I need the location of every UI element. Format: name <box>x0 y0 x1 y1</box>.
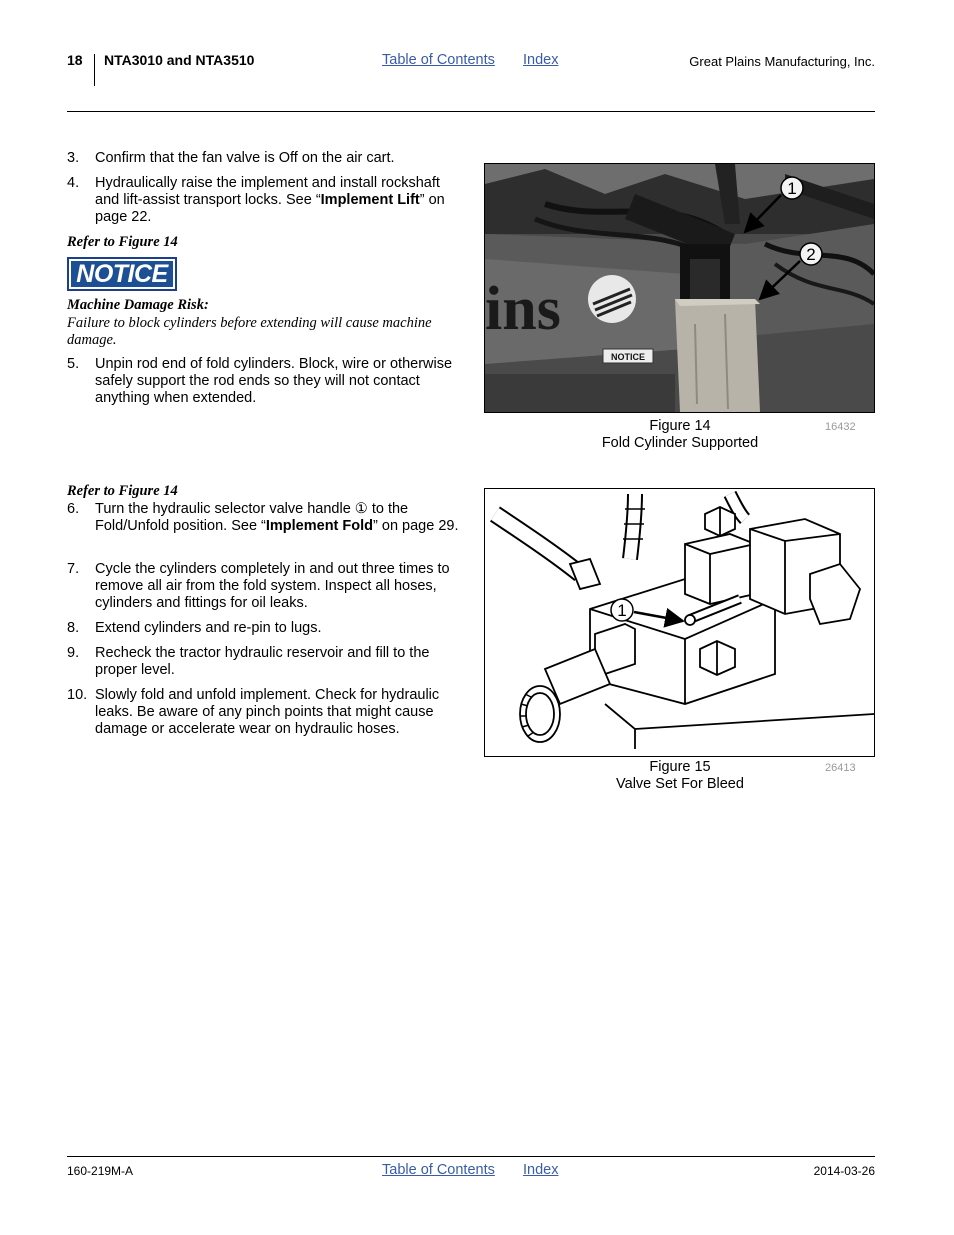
footer-index-link[interactable]: Index <box>523 1162 559 1178</box>
header-rule <box>67 111 875 112</box>
step-3 <box>67 150 462 167</box>
step-4 <box>67 175 462 226</box>
document-number: 160-219M-A <box>67 1164 134 1178</box>
refer-to-figure: Refer to Figure 14 <box>67 234 178 250</box>
callout-1: 1 <box>787 179 797 198</box>
notice-label: NOTICE <box>71 261 173 287</box>
footer-toc-link[interactable]: Table of Contents <box>382 1162 495 1178</box>
figure-15-image <box>484 488 875 757</box>
callout-2: 2 <box>806 245 816 264</box>
step-text <box>95 175 462 226</box>
figure-14-image <box>484 163 875 413</box>
notice-body: Failure to block cylinders before extending will cause machine damage. <box>67 315 432 348</box>
step-text: Slowly fold and unfold implement. Check for hydraulic leaks. Be aware of any pinch points that might cause damage or accelerate wear on hydraulic hoses. <box>95 687 440 737</box>
company-name: Great Plains Manufacturing, Inc. <box>689 54 875 69</box>
step-text: Recheck the tractor hydraulic reservoir and fill to the proper level. <box>95 645 430 678</box>
step-number: 7. <box>67 561 80 577</box>
step-number: 3. <box>67 150 80 166</box>
header-divider <box>94 54 95 86</box>
step-number: 6. <box>67 501 80 517</box>
step-text: Cycle the cylinders completely in and out three times to remove all air from the fold system. Inspect all hoses, cylinders and fittings for oil leaks. <box>95 561 450 611</box>
page-number: 18 <box>67 52 83 68</box>
step-number: 8. <box>67 620 80 636</box>
step-number: 5. <box>67 356 80 372</box>
document-date: 2014-03-26 <box>813 1164 875 1178</box>
step-number: 10. <box>67 687 88 703</box>
footer-rule <box>67 1156 875 1157</box>
step-8 <box>67 620 462 637</box>
figure-label: Figure 15 <box>649 759 711 775</box>
figure-title: Valve Set For Bleed <box>616 776 744 792</box>
step-text: Extend cylinders and re-pin to lugs. <box>95 620 322 636</box>
step-text: Confirm that the fan valve is Off on the air cart. <box>95 150 395 166</box>
step-number: 4. <box>67 175 80 191</box>
step-7 <box>67 561 462 612</box>
fold-cylinder-photo <box>485 164 874 412</box>
callout-1: 1 <box>617 601 627 620</box>
figure-14-caption <box>560 418 800 452</box>
cross-reference: Implement Fold <box>265 518 374 534</box>
step-text-part: ” on page 29. <box>373 518 459 534</box>
photo-frame-lettering: ins <box>485 275 561 343</box>
photo-decal-text: NOTICE <box>610 352 646 362</box>
step-9 <box>67 645 462 679</box>
figure-14-id: 16432 <box>825 421 856 433</box>
step-number: 9. <box>67 645 80 661</box>
cross-reference: Implement Lift <box>320 192 420 208</box>
figure-15-id: 26413 <box>825 762 856 774</box>
step-text-part: Hydraulically raise the implement and install rockshaft and lift-assist transport locks. See “ <box>95 175 440 208</box>
document-title: NTA3010 and NTA3510 <box>104 52 255 68</box>
step-10 <box>67 687 462 738</box>
notice-title: Machine Damage Risk: <box>67 297 209 313</box>
refer-to-figure: Refer to Figure 14 <box>67 483 178 499</box>
header-toc-link[interactable]: Table of Contents <box>382 52 495 68</box>
figure-15-caption <box>560 759 800 793</box>
step-text <box>95 501 462 535</box>
header-index-link[interactable]: Index <box>523 52 559 68</box>
figure-title: Fold Cylinder Supported <box>601 435 759 451</box>
step-6 <box>67 501 462 535</box>
step-5 <box>67 356 462 407</box>
notice-signal-word <box>67 257 177 291</box>
step-text-part: Turn the hydraulic selector valve handle ① to the Fold/Unfold position. See “ <box>95 501 409 534</box>
step-text: Unpin rod end of fold cylinders. Block, wire or otherwise safely support the rod ends so they will not contact anything when extended. <box>95 356 453 406</box>
step-text-part: ” on page 22. <box>95 192 445 225</box>
figure-label: Figure 14 <box>649 418 711 434</box>
valve-line-drawing <box>485 489 874 756</box>
